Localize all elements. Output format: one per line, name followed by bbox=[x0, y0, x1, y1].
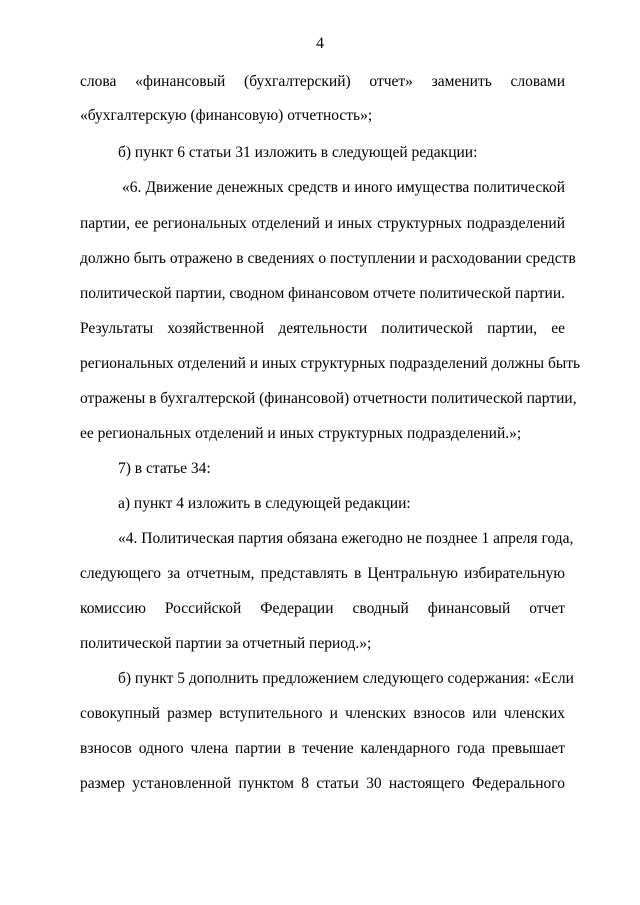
text-line: слова «финансовый (бухгалтерский) отчет» заменить словами bbox=[80, 73, 565, 90]
text-line: б) пункт 5 дополнить предложением следующего содержания: «Если bbox=[118, 670, 574, 687]
text-line: «6. Движение денежных средств и иного имущества политической bbox=[122, 179, 565, 196]
text-line: 7) в статье 34: bbox=[118, 460, 211, 477]
text-line: б) пункт 6 статьи 31 изложить в следующей редакции: bbox=[118, 144, 478, 161]
page-number: 4 bbox=[316, 35, 324, 52]
text-line: следующего за отчетным, представлять в Центральную избирательную bbox=[80, 565, 565, 582]
text-line: политической партии за отчетный период.»; bbox=[80, 635, 372, 652]
text-line: «4. Политическая партия обязана ежегодно не позднее 1 апреля года, bbox=[118, 530, 574, 547]
text-line: политической партии, сводном финансовом отчете политической партии. bbox=[80, 285, 565, 302]
text-line: региональных отделений и иных структурных подразделений должны быть bbox=[80, 355, 581, 372]
text-line: должно быть отражено в сведениях о поступлении и расходовании средств bbox=[80, 250, 576, 267]
text-line: совокупный размер вступительного и членских взносов или членских bbox=[80, 705, 565, 722]
text-line: отражены в бухгалтерской (финансовой) отчетности политической партии, bbox=[80, 390, 577, 407]
text-line: взносов одного члена партии в течение календарного года превышает bbox=[80, 740, 565, 757]
text-line: партии, ее региональных отделений и иных структурных подразделений bbox=[80, 215, 565, 232]
text-line: Результаты хозяйственной деятельности политической партии, ее bbox=[80, 320, 565, 337]
text-line: комиссию Российской Федерации сводный финансовый отчет bbox=[80, 600, 565, 617]
text-line: ее региональных отделений и иных структурных подразделений.»; bbox=[80, 425, 522, 442]
text-line: «бухгалтерскую (финансовую) отчетность»; bbox=[80, 107, 373, 124]
text-line: а) пункт 4 изложить в следующей редакции: bbox=[118, 495, 411, 512]
text-line: размер установленной пунктом 8 статьи 30 настоящего Федерального bbox=[80, 775, 565, 792]
